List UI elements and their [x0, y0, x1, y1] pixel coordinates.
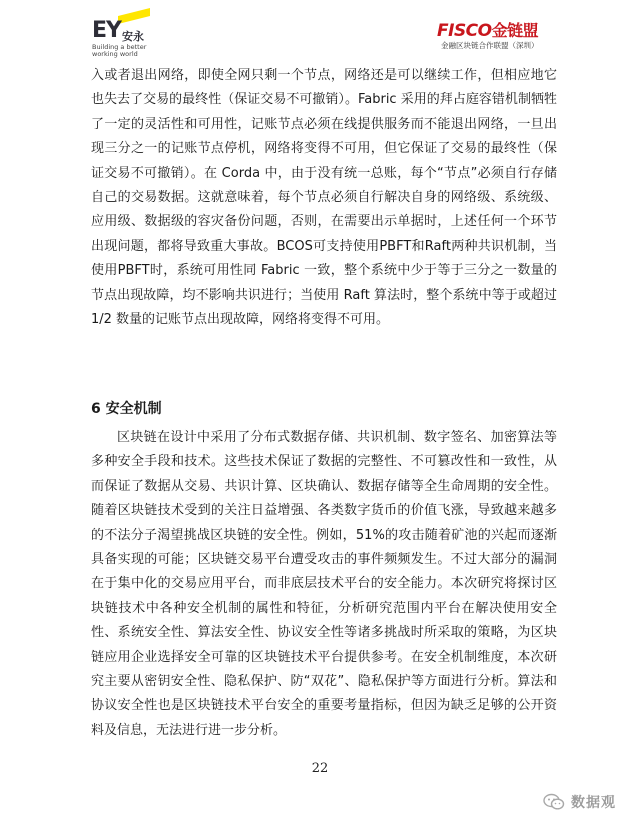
ey-logo [92, 8, 162, 64]
fisco-logo-cn: 金链盟 [491, 21, 539, 40]
ey-logo-cn: 安永 [122, 30, 144, 43]
section-heading: 6 安全机制 [91, 401, 162, 417]
fisco-subtitle: 金融区块链合作联盟（深圳） [441, 41, 539, 50]
fisco-logo [437, 18, 557, 52]
body-paragraph-1: 入或者退出网络，即使全网只剩一个节点，网络还是可以继续工作，但相应地它也失去了交易的最终性（保证交易不可撤销）。Fabric 采用的拜占庭容错机制牺牲了一定的灵活性和可用性，记账节点必须在线提供服务而不能退出网络，一旦出现三分之一的记账节点停机，网络将变得不可用，但它保证了交易的最终性（保证交易不可撤销）。在 Corda 中，由于没有统一总账，每个“节点”必须自行存储自己的交易数据。这就意味着，每个节点必须自行解决自身的网络级、系统级、应用级、数据级的容灾备份问题，否则，在需要出示单据时，上述任何一个环节出现问题，都将导致重大事故。BCOS可支持使用PBFT和Raft两种共识机制，当使用PBFT时，系统可用性同 Fabric 一致，整个系统中少于等于三分之一数量的节点出现故障，均不影响共识进行；当使用 Raft 算法时，整个系统中等于或超过 1/2 数量的记账节点出现故障，网络将变得不可用。 [91, 68, 557, 328]
watermark-text: 数据观 [571, 795, 616, 811]
ey-logo-mark: EY [92, 18, 121, 43]
page-number: 22 [311, 761, 329, 776]
body-paragraph-2: 区块链在设计中采用了分布式数据存储、共识机制、数字签名、加密算法等多种安全手段和技术。这些技术保证了数据的完整性、不可篡改性和一致性，从而保证了数据从交易、共识计算、区块确认、数据存储等全生命周期的安全性。随着区块链技术受到的关注日益增强、各类数字货币的价值飞涨，导致越来越多的不法分子渴望挑战区块链的安全性。例如，51%的攻击随着矿池的兴起而逐渐具备实现的可能；区块链交易平台遭受攻击的事件频频发生。不过大部分的漏洞在于集中化的交易应用平台，而非底层技术平台的安全能力。本次研究将探讨区块链技术中各种安全机制的属性和特征，分析研究范围内平台在解决使用安全性、系统安全性、算法安全性、协议安全性等诸多挑战时所采取的策略，为区块链应用企业选择安全可靠的区块链技术平台提供参考。在安全机制维度，本次研究主要从密钥安全性、隐私保护、防“双花”、隐私保护等方面进行分析。算法和协议安全性也是区块链技术平台安全的重要考量指标，但因为缺乏足够的公开资料及信息，无法进行进一步分析。 [91, 430, 557, 738]
ey-yellow-beam [118, 8, 150, 24]
fisco-logo-latin: FISCO [437, 21, 492, 41]
ey-tagline: Building a better working world [92, 43, 147, 58]
wechat-icon [543, 793, 565, 811]
watermark [543, 791, 633, 815]
fisco-logo-mark [437, 18, 538, 41]
